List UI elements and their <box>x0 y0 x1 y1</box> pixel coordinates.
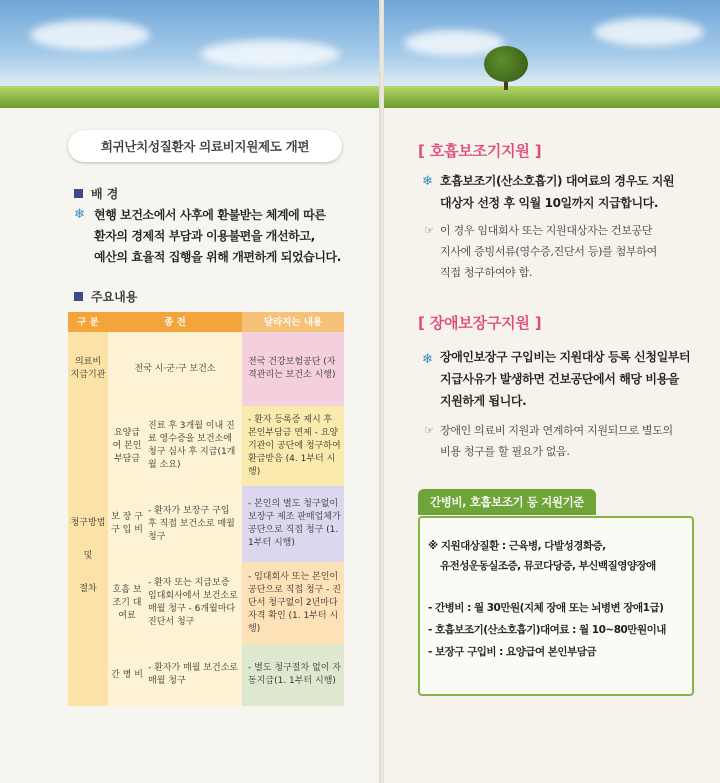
sub-label: 보 장 구 구 입 비 <box>108 486 146 562</box>
payer-before: 전국 시·군·구 보건소 <box>108 332 242 406</box>
snowflake-bullet-icon: ❄ <box>422 352 433 367</box>
note-pointer-icon: ☞ <box>424 424 434 437</box>
sub-label: 호흡 보조기 대여료 <box>108 562 146 644</box>
criteria-line: - 간병비 : 월 30만원(지체 장애 또는 뇌병변 장애1급) <box>428 602 664 614</box>
sub-after: - 별도 청구절차 없이 자동지급(1. 1부터 시행) <box>242 644 344 706</box>
square-bullet-icon <box>74 189 83 198</box>
section-assistive-device-title-text: 장애보장구지원 <box>429 314 530 332</box>
note-line: 비용 청구를 할 필요가 없음. <box>440 445 570 458</box>
sub-before: 진료 후 3개월 이내 진료 영수증을 보건소에 청구 심사 후 지급(1개월 소요) <box>146 406 242 486</box>
section-line: 지원하게 됩니다. <box>440 394 527 408</box>
background-heading <box>74 185 118 202</box>
criteria-line: - 보장구 구입비 : 요양급여 본인부담금 <box>428 646 596 658</box>
main-content-heading-label: 주요내용 <box>91 290 138 304</box>
group-label-line: 절차 <box>79 583 97 594</box>
sub-after: - 본인의 별도 청구없이 보장구 제조 판매업체가 공단으로 직접 청구 (1. 1부터 시행) <box>242 486 344 562</box>
snowflake-bullet-icon: ❄ <box>74 207 85 222</box>
section-line: 지급사유가 발생하면 건보공단에서 해당 비용을 <box>440 372 679 386</box>
page-title: 희귀난치성질환자 의료비지원제도 개편 <box>68 130 342 162</box>
section-assistive-device-text <box>440 346 710 412</box>
section-line: 장애인보장구 구입비는 지원대상 등록 신청일부터 <box>440 350 691 364</box>
grass-strip <box>0 86 380 108</box>
section-respirator-text <box>440 170 708 214</box>
sub-label: 간 병 비 <box>108 644 146 706</box>
comparison-table <box>68 312 344 706</box>
sub-before: - 환자가 매월 보건소로 매월 청구 <box>146 644 242 706</box>
sub-label: 요양급여 본인부담금 <box>108 406 146 486</box>
background-heading-label: 배 경 <box>91 187 119 201</box>
table-header-before: 종 전 <box>108 312 242 332</box>
square-bullet-icon <box>74 292 83 301</box>
background-text <box>94 205 374 268</box>
note-line: 지사에 증빙서류(영수증,진단서 등)를 첨부하여 <box>440 245 657 258</box>
background-line: 예산의 효율적 집행을 위해 개편하게 되었습니다. <box>94 250 341 264</box>
criteria-line: ※ 지원대상질환 : 근육병, 다발성경화증, <box>428 540 606 552</box>
group-label-line: 청구방법 <box>70 517 106 528</box>
support-criteria-tab: 간병비, 호흡보조기 등 지원기준 <box>418 489 596 515</box>
group-label-line: 및 <box>83 550 93 561</box>
sub-after: - 환자 등록증 제시 후 본인부담금 면제 - 요양기관이 공단에 청구하여 환급받음 (4. 1부터 시행) <box>242 406 344 486</box>
background-line: 현행 보건소에서 사후에 환불받는 체계에 따른 <box>94 208 326 222</box>
section-line: 대상자 선정 후 익월 10일까지 지급합니다. <box>440 196 659 210</box>
section-assistive-device-note <box>440 420 710 462</box>
background-line: 환자의 경제적 부담과 이용불편을 개선하고, <box>94 229 315 243</box>
section-respirator-note <box>440 220 710 283</box>
note-line: 이 경우 임대회사 또는 지원대상자는 건보공단 <box>440 224 653 237</box>
row-group-claim-procedure <box>68 406 108 706</box>
note-line: 직접 청구하여야 함. <box>440 266 533 279</box>
section-respirator-title: [ 호흡보조기지원 ] <box>418 142 542 160</box>
criteria-line: - 호흡보조기(산소호흡기)대여료 : 월 10~80만원이내 <box>428 624 666 636</box>
row-label-payer: 의료비 지급기관 <box>68 332 108 406</box>
section-assistive-device-title: [ 장애보장구지원 ] <box>418 314 542 332</box>
table-header-after: 달라지는 내용 <box>242 312 344 332</box>
payer-after: 전국 건강보험공단 (자격관리는 보건소 시행) <box>242 332 344 406</box>
sub-before: - 환자 또는 지급보증 임대회사에서 보건소로 매월 청구 - 6개월마다 진단서 청구 <box>146 562 242 644</box>
section-respirator-title-text: 호흡보조기지원 <box>429 142 530 160</box>
table-header-category: 구 분 <box>68 312 108 332</box>
snowflake-bullet-icon: ❄ <box>422 174 433 189</box>
sub-before: - 환자가 보장구 구입 후 직접 보건소로 매월 청구 <box>146 486 242 562</box>
criteria-line: 유전성운동실조증, 뮤코다당증, 부신백질영양장애 <box>440 560 656 572</box>
main-content-heading <box>74 288 137 305</box>
sub-after: - 임대회사 또는 본인이 공단으로 직접 청구 - 진단서 청구없이 2년마다 자격 확인 (1. 1부터 시행) <box>242 562 344 644</box>
grass-strip-right <box>384 86 720 108</box>
tree-icon <box>484 46 528 82</box>
note-line: 장애인 의료비 지원과 연계하여 지원되므로 별도의 <box>440 424 673 437</box>
note-pointer-icon: ☞ <box>424 224 434 237</box>
section-line: 호흡보조기(산소호흡기) 대여료의 경우도 지원 <box>440 174 675 188</box>
